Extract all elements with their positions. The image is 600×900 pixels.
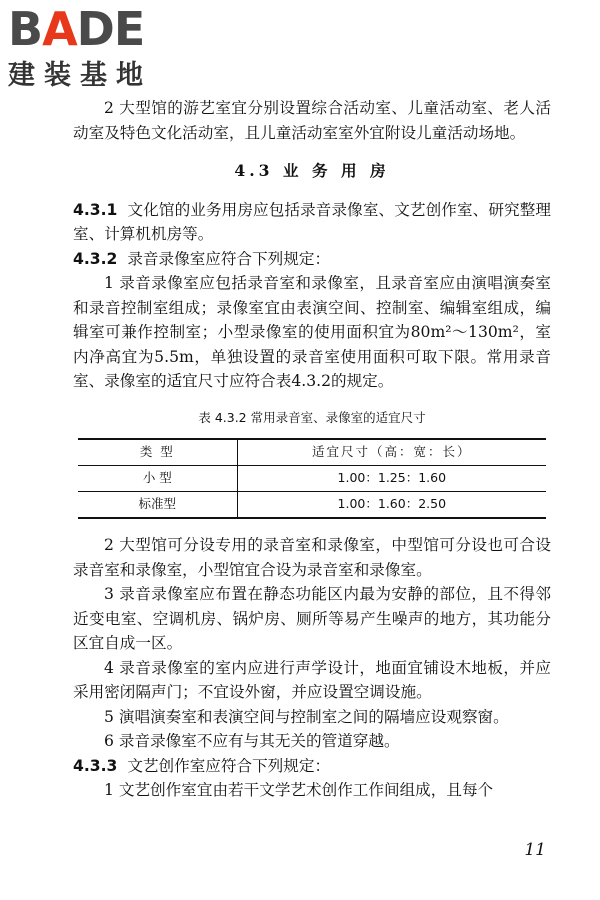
clause-4-3-2-item-1: 1 录音录像室应包括录音室和录像室，且录音室应由演唱演奏室和录音控制室组成；录像室宜由表演空间、控制室、编辑室组成，编辑室可兼作控制室；小型录像室的使用面积宜为80m²～130m²，室内净高宜为5.5m，单独设置的录音室使用面积可取下限。常用录音室、录像室的适宜尺寸应符合表4.3.2的规定。 bbox=[73, 274, 551, 390]
table-row bbox=[78, 466, 546, 492]
clause-4-3-2-item-4: 4 录音录像室的室内应进行声学设计，地面宜铺设木地板，并应采用密闭隔声门；不宜设外窗，并应设置空调设施。 bbox=[73, 658, 551, 701]
table-header-type: 类 型 bbox=[78, 439, 237, 466]
table-cell: 1.00：1.25：1.60 bbox=[237, 466, 546, 492]
table-caption: 表 4.3.2 常用录音室、录像室的适宜尺寸 bbox=[198, 409, 426, 425]
table-header-size: 适宜尺寸（高：宽：长） bbox=[237, 439, 546, 466]
clause-4-3-3: 4.3.3 文艺创作室应符合下列规定： bbox=[73, 756, 331, 775]
logo-wordmark: BADE bbox=[8, 2, 145, 56]
table-cell: 1.00：1.60：2.50 bbox=[237, 492, 546, 519]
clause-4-3-2: 4.3.2 录音录像室应符合下列规定： bbox=[73, 249, 331, 268]
document-body bbox=[73, 96, 551, 803]
clause-4-3-2-item-5: 5 演唱演奏室和表演空间与控制室之间的隔墙应设观察窗。 bbox=[104, 707, 509, 726]
table-header-row bbox=[78, 439, 546, 466]
clause-4-3-3-item-1: 1 文艺创作室宜由若干文学艺术创作工作间组成，且每个 bbox=[104, 781, 494, 799]
section-title: 4.3 业 务 用 房 bbox=[234, 161, 390, 180]
page-number: 11 bbox=[524, 840, 546, 860]
table-cell: 标准型 bbox=[78, 492, 237, 519]
clause-4-3-2-item-3: 3 录音录像室应布置在静态功能区内最为安静的部位，且不得邻近变电室、空调机房、锅炉房、厕所等易产生噪声的地方，其功能分区宜自成一区。 bbox=[73, 585, 551, 652]
bade-logo bbox=[8, 2, 178, 98]
table-row bbox=[78, 492, 546, 519]
logo-subtitle: 建装基地 bbox=[8, 60, 152, 91]
dimensions-table bbox=[78, 438, 546, 519]
clause-4-3-2-item-2: 2 大型馆可分设专用的录音室和录像室，中型馆可分设也可合设录音室和录像室，小型馆宜合设为录音室和录像室。 bbox=[73, 536, 551, 579]
paragraph: 2 大型馆的游艺室宜分别设置综合活动室、儿童活动室、老人活动室及特色文化活动室，且儿童活动室室外宜附设儿童活动场地。 bbox=[73, 99, 551, 142]
clause-4-3-2-item-6: 6 录音录像室不应有与其无关的管道穿越。 bbox=[104, 732, 400, 750]
clause-4-3-1: 4.3.1 文化馆的业务用房应包括录音录像室、文艺创作室、研究整理室、计算机机房等。 bbox=[73, 200, 551, 243]
table-cell: 小 型 bbox=[78, 466, 237, 492]
